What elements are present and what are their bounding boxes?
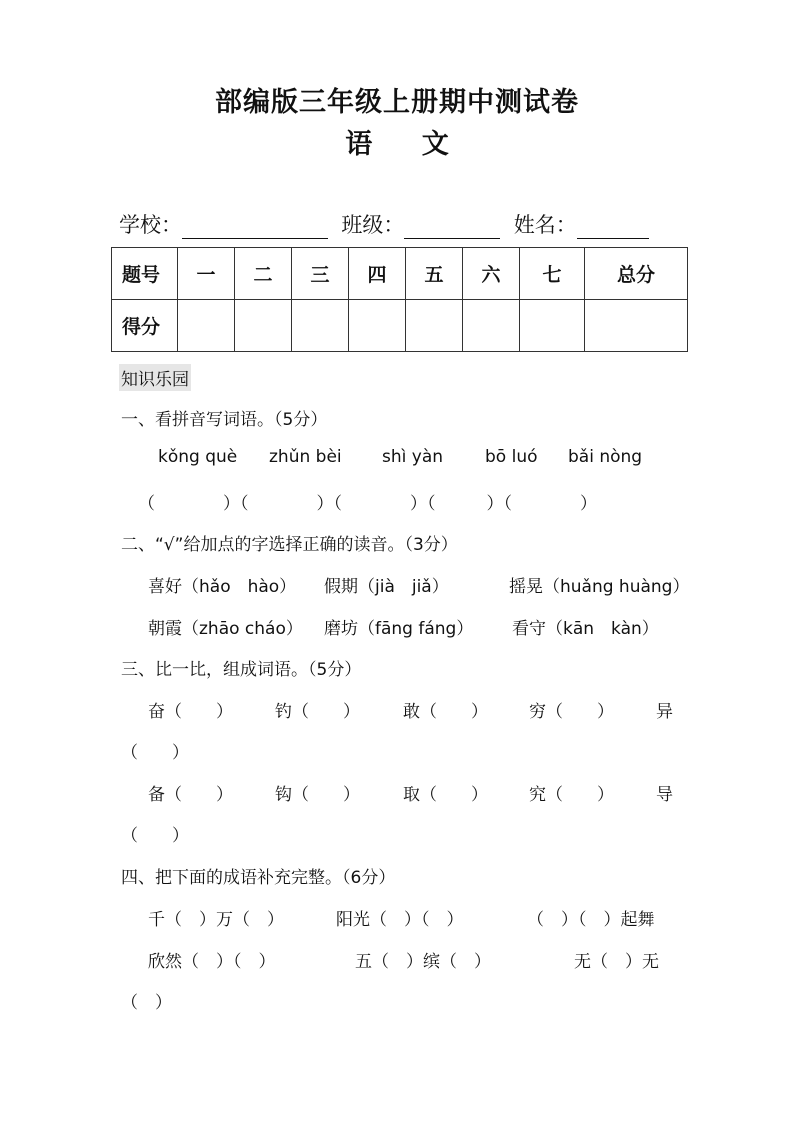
q1-pinyin-1: kǒng què <box>158 447 238 467</box>
q4-item[interactable]: 无（ ）无 <box>574 952 659 972</box>
score-cell[interactable] <box>585 300 688 352</box>
q3-item-wrap[interactable]: （ ） <box>121 826 189 846</box>
q2-item-5[interactable]: 磨坊（fāng fáng） <box>324 619 474 639</box>
score-cell[interactable] <box>235 300 292 352</box>
q1-answer-blanks[interactable]: （ ）（ ）（ ）（ ）（ ） <box>138 494 597 514</box>
q3-item[interactable]: 异 <box>656 702 673 722</box>
q3-item[interactable]: 奋（ ） <box>148 702 233 722</box>
q4-item[interactable]: 欣然（ ）（ ） <box>148 952 276 972</box>
q3-item-wrap[interactable]: （ ） <box>121 743 189 763</box>
q1-title: 一、看拼音写词语。（5分） <box>121 410 328 430</box>
header-cell: 二 <box>235 248 292 300</box>
q4-item[interactable]: 阳光（ ）（ ） <box>336 910 464 930</box>
q2-item-1[interactable]: 喜好（hǎo hào） <box>148 577 297 597</box>
q3-item[interactable]: 敢（ ） <box>403 702 488 722</box>
header-cell: 三 <box>292 248 349 300</box>
q3-item[interactable]: 备（ ） <box>148 785 233 805</box>
score-cell[interactable] <box>520 300 585 352</box>
header-cell: 五 <box>406 248 463 300</box>
q2-item-3[interactable]: 摇晃（huǎng huàng） <box>509 577 690 597</box>
q3-item[interactable]: 钩（ ） <box>275 785 360 805</box>
q3-item[interactable]: 究（ ） <box>529 785 614 805</box>
q1-pinyin-5: bǎi nòng <box>568 447 643 467</box>
q4-item[interactable]: （ ）（ ）起舞 <box>527 910 655 930</box>
student-info-line <box>119 209 649 239</box>
header-cell: 四 <box>349 248 406 300</box>
score-cell[interactable] <box>349 300 406 352</box>
q3-item[interactable]: 取（ ） <box>403 785 488 805</box>
q3-title: 三、比一比，组成词语。（5分） <box>121 660 362 680</box>
header-cell: 题号 <box>112 248 178 300</box>
q2-title: 二、“√”给加点的字选择正确的读音。（3分） <box>121 535 458 555</box>
subject-title: 语 文 <box>345 129 449 160</box>
q1-pinyin-3: shì yàn <box>382 447 444 467</box>
school-label: 学校： <box>119 213 182 237</box>
school-field[interactable] <box>182 212 328 239</box>
q1-pinyin-2: zhǔn bèi <box>269 447 342 467</box>
class-field[interactable] <box>404 212 500 239</box>
q4-item-wrap[interactable]: （ ） <box>121 993 172 1013</box>
header-cell: 一 <box>178 248 235 300</box>
score-table-header-row <box>112 248 688 300</box>
q1-pinyin-4: bō luó <box>485 447 538 467</box>
score-cell[interactable] <box>406 300 463 352</box>
score-table <box>111 247 688 352</box>
q3-item[interactable]: 穷（ ） <box>529 702 614 722</box>
score-table-score-row <box>112 300 688 352</box>
q4-title: 四、把下面的成语补充完整。（6分） <box>121 868 396 888</box>
q2-item-2[interactable]: 假期（jià jiǎ） <box>324 577 449 597</box>
header-cell: 六 <box>463 248 520 300</box>
q2-item-6[interactable]: 看守（kān kàn） <box>512 619 659 639</box>
name-label: 姓名： <box>513 213 577 237</box>
q3-item[interactable]: 钓（ ） <box>275 702 360 722</box>
q4-item[interactable]: 千（ ）万（ ） <box>148 910 284 930</box>
class-label: 班级： <box>341 213 405 237</box>
q3-item[interactable]: 导 <box>656 785 673 805</box>
q4-item[interactable]: 五（ ）缤（ ） <box>355 952 491 972</box>
score-cell[interactable] <box>292 300 349 352</box>
header-cell: 七 <box>520 248 585 300</box>
page-title: 部编版三年级上册期中测试卷 <box>215 87 579 118</box>
score-cell[interactable] <box>178 300 235 352</box>
name-field[interactable] <box>577 212 649 239</box>
header-cell: 总分 <box>585 248 688 300</box>
score-row-label: 得分 <box>112 300 178 352</box>
section-tag: 知识乐园 <box>119 364 191 391</box>
q2-item-4[interactable]: 朝霞（zhāo cháo） <box>148 619 303 639</box>
score-cell[interactable] <box>463 300 520 352</box>
